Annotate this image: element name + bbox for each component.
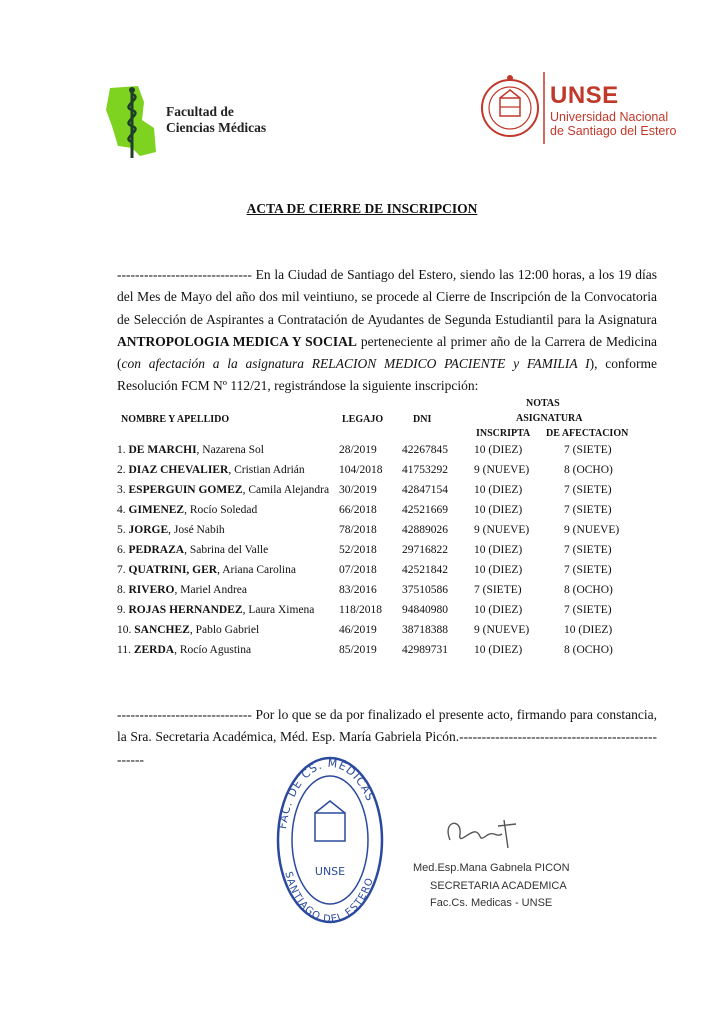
legajo-cell: 118/2018 [339, 604, 383, 616]
legajo-cell: 104/2018 [339, 464, 383, 476]
grade-inscripta-cell: 9 (NUEVE) [474, 624, 530, 636]
student-name: 2. DIAZ CHEVALIER, Cristian Adrián [117, 464, 305, 476]
header-asignatura: ASIGNATURA [516, 413, 583, 424]
legajo-cell: 83/2016 [339, 584, 377, 596]
grade-afectacion-cell: 8 (OCHO) [564, 584, 613, 596]
affected-subject: con afectación a la asignatura RELACION MEDICO PACIENTE y FAMILIA I [121, 356, 590, 372]
student-name: 8. RIVERO, Mariel Andrea [117, 584, 248, 596]
student-name: 5. JORGE, José Nabih [117, 524, 225, 536]
subject-name: ANTROPOLOGIA MEDICA Y SOCIAL [117, 333, 357, 349]
legajo-cell: 07/2018 [339, 564, 377, 576]
grade-inscripta-cell: 9 (NUEVE) [474, 524, 530, 536]
grade-inscripta-cell: 10 (DIEZ) [474, 644, 523, 656]
stamp-center-text: UNSE [314, 865, 346, 878]
dni-cell: 29716822 [402, 544, 448, 556]
table-row [117, 524, 657, 544]
header-name: NOMBRE Y APELLIDO [121, 414, 230, 425]
table-row [117, 564, 657, 584]
table-row [117, 624, 657, 644]
legajo-cell: 78/2018 [339, 524, 377, 536]
table-row [117, 604, 657, 624]
grade-afectacion-cell: 7 (SIETE) [564, 484, 612, 496]
dni-cell: 42521842 [402, 564, 448, 576]
grade-inscripta-cell: 10 (DIEZ) [474, 444, 523, 456]
grade-afectacion-cell: 7 (SIETE) [564, 564, 612, 576]
intro-text-2: perteneciente al primer año de la Carrera de Medicina ( [117, 333, 657, 372]
grade-afectacion-cell: 7 (SIETE) [564, 444, 612, 456]
intro-paragraph [117, 264, 657, 398]
student-name: 1. DE MARCHI, Nazarena Sol [117, 444, 264, 456]
faculty-name [166, 104, 266, 136]
grade-afectacion-cell: 8 (OCHO) [564, 464, 613, 476]
grade-inscripta-cell: 10 (DIEZ) [474, 484, 523, 496]
student-name: 9. ROJAS HERNANDEZ, Laura Ximena [117, 604, 315, 616]
closing-paragraph: ------------------------------ Por lo que se da por finalizado el presente acto, firmando para constancia, la Sra. Secretaria Académica, Méd. Esp. María Gabriela Picón.-------------------------------------------------- [117, 707, 657, 767]
student-name: 3. ESPERGUIN GOMEZ, Camila Alejandra [117, 484, 330, 496]
grade-afectacion-cell: 7 (SIETE) [564, 604, 612, 616]
svg-text:SANTIAGO DEL ESTERO [282, 871, 376, 925]
header-afectacion: DE AFECTACION [546, 428, 629, 439]
table-row [117, 544, 657, 564]
grade-afectacion-cell: 7 (SIETE) [564, 544, 612, 556]
university-name [550, 110, 676, 138]
legajo-cell: 52/2018 [339, 544, 377, 556]
signature-role: SECRETARIA ACADEMICA [430, 880, 567, 892]
grade-inscripta-cell: 7 (SIETE) [474, 584, 522, 596]
dni-cell: 94840980 [402, 604, 448, 616]
table-row [117, 464, 657, 484]
table-row [117, 484, 657, 504]
intro-text-3: ), conforme Resolución FCM Nº 112/21, registrándose la siguiente inscripción: [117, 356, 657, 394]
grade-inscripta-cell: 10 (DIEZ) [474, 504, 523, 516]
legajo-cell: 30/2019 [339, 484, 377, 496]
student-name: 4. GIMENEZ, Rocío Soledad [117, 504, 258, 516]
dni-cell: 42889026 [402, 524, 448, 536]
header-notas: NOTAS [526, 398, 560, 409]
dni-cell: 37510586 [402, 584, 448, 596]
header-inscripta: INSCRIPTA [476, 428, 531, 439]
dni-cell: 42267845 [402, 444, 448, 456]
grade-inscripta-cell: 10 (DIEZ) [474, 604, 523, 616]
dni-cell: 38718388 [402, 624, 448, 636]
dni-cell: 42521669 [402, 504, 448, 516]
table-row [117, 504, 657, 524]
signature-name: Med.Esp.Mana Gabnela PICON [413, 862, 570, 874]
grade-afectacion-cell: 10 (DIEZ) [564, 624, 613, 636]
faculty-name-line1: Facultad de [166, 104, 234, 119]
dni-cell: 41753292 [402, 464, 448, 476]
legajo-cell: 66/2018 [339, 504, 377, 516]
grade-afectacion-cell: 8 (OCHO) [564, 644, 613, 656]
header-dni: DNI [413, 414, 432, 425]
grade-inscripta-cell: 9 (NUEVE) [474, 464, 530, 476]
dni-cell: 42989731 [402, 644, 448, 656]
legajo-cell: 28/2019 [339, 444, 377, 456]
grade-inscripta-cell: 10 (DIEZ) [474, 544, 523, 556]
stamp-bottom-text: SANTIAGO DEL ESTERO [282, 870, 377, 925]
university-name-line1: Universidad Nacional [550, 110, 669, 124]
grade-inscripta-cell: 10 (DIEZ) [474, 564, 523, 576]
university-name-line2: de Santiago del Estero [550, 124, 677, 138]
document-title: ACTA DE CIERRE DE INSCRIPCION [246, 201, 478, 216]
grade-afectacion-cell: 7 (SIETE) [564, 504, 612, 516]
legajo-cell: 46/2019 [339, 624, 377, 636]
table-row [117, 644, 657, 664]
grade-afectacion-cell: 9 (NUEVE) [564, 524, 620, 536]
table-row [117, 444, 657, 464]
dni-cell: 42847154 [402, 484, 448, 496]
official-stamp [275, 755, 385, 925]
signature-institution: Fac.Cs. Medicas - UNSE [430, 897, 553, 909]
intro-text-1: ------------------------------ En la Ciudad de Santiago del Estero, siendo las 12:00 horas, a los 19 días del Mes de Mayo del año dos mil veintiuno, se procede al Cierre de Inscripción de la Convocatoria de Selección de Aspirantes a Contratación de Ayudantes de Segunda Estudiantil para la Asignatura [117, 267, 657, 327]
university-acronym: UNSE [550, 82, 619, 109]
student-name: 11. ZERDA, Rocío Agustina [117, 644, 252, 656]
student-name: 10. SANCHEZ, Pablo Gabriel [117, 624, 260, 636]
student-name: 7. QUATRINI, GER, Ariana Carolina [117, 564, 296, 576]
stamp-top-text: FAC. DE CS. MÉDICAS [275, 756, 377, 830]
table-row [117, 584, 657, 604]
svg-text:FAC. DE CS. MÉDICAS [276, 757, 377, 830]
legajo-cell: 85/2019 [339, 644, 377, 656]
student-name: 6. PEDRAZA, Sabrina del Valle [117, 544, 269, 556]
faculty-name-line2: Ciencias Médicas [166, 120, 267, 135]
header-legajo: LEGAJO [342, 414, 384, 425]
